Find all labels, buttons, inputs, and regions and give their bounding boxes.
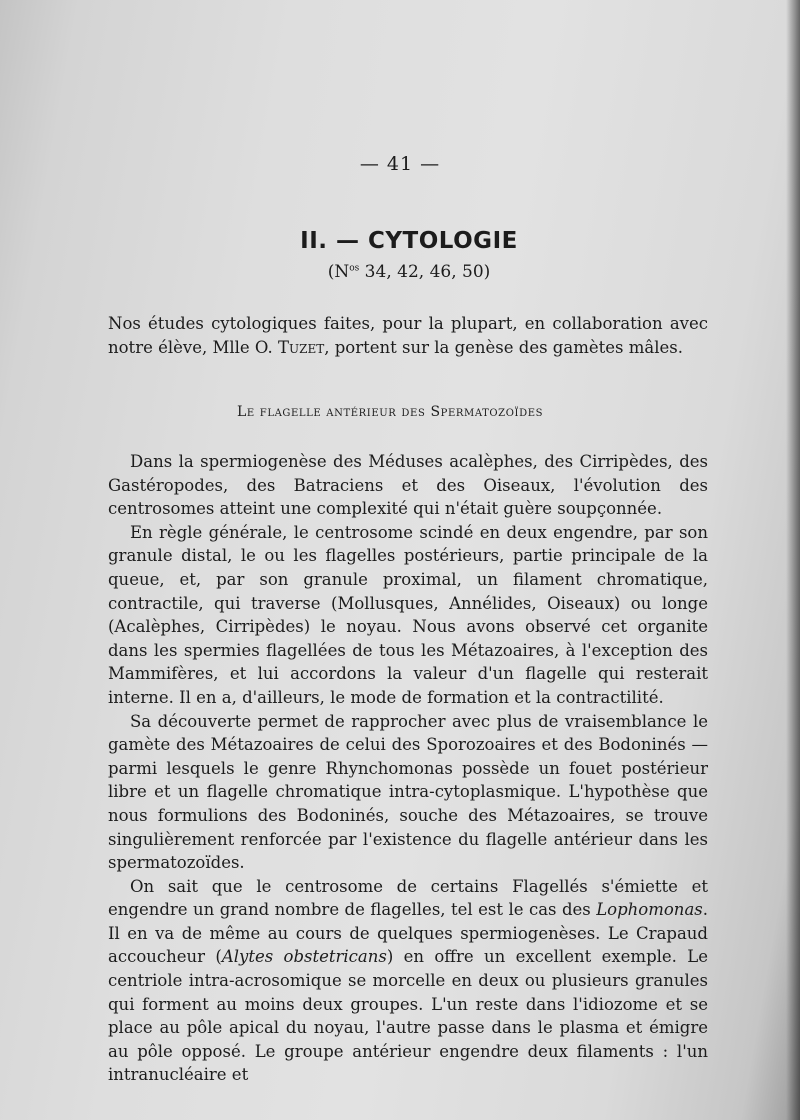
paragraph-4 (108, 875, 708, 1087)
paragraph-4-text-c: ) en offre un excellent exemple. Le centriole intra-acrosomique se morcelle en deux ou plusieurs granules qui forment au moins deux groupes. L'un reste dans l'idiozome et se place au pôle apical du noyau, l'autre passe dans le plasma et émigre au pôle opposé. Le groupe antérieur engendre deux filaments : l'un intranucléaire et (108, 947, 708, 1085)
subsection-heading: Le flagelle antérieur des Spermatozoïdes (236, 404, 544, 420)
refs-superscript: os (349, 263, 360, 274)
section-title: II. — CYTOLOGIE (300, 228, 518, 254)
paragraph-4-text-a: On sait que le centrosome de certains Flagellés s'émiette et engendre un grand nombre de flagelles, tel est le cas des (108, 876, 708, 920)
taxon-alytes: Alytes obstetricans (221, 947, 387, 967)
page-number: — 41 — (359, 153, 441, 175)
intro-text-1: Nos études cytologiques faites, pour la plupart, en collaboration avec notre élève, Mlle O. (108, 314, 708, 357)
body-text (108, 450, 708, 1087)
section-references (0, 262, 800, 282)
intro-text-2: , portent sur la genèse des gamètes mâles. (324, 337, 683, 357)
author-name: Tuzet (277, 337, 325, 357)
taxon-lophomonas: Lophomonas (596, 900, 703, 920)
paragraph-1: Dans la spermiogenèse des Méduses acalèphes, des Cirripèdes, des Gastéropodes, des Batraciens et des Oiseaux, l'évolution des centrosomes atteint une complexité qui n'était guère soupçonnée. (108, 452, 708, 519)
refs-numbers: 34, 42, 46, 50) (359, 262, 491, 282)
paragraph-3: Sa découverte permet de rapprocher avec plus de vraisemblance le gamète des Métazoaires de celui des Sporozoaires et des Bodoninés — parmi lesquels le genre Rhynchomonas possède un fouet postérieur libre et un flagelle chromatique intra-cytoplasmique. L'hypothèse que nous formulions des Bodoninés, souche des Métazoaires, se trouve singulièrement renforcée par l'existence du flagelle antérieur dans les spermatozoïdes. (108, 711, 708, 873)
paragraph-2: En règle générale, le centrosome scindé en deux engendre, par son granule distal, le ou les flagelles postérieurs, partie principale de la queue, et, par son granule proximal, un filament chromatique, contractile, qui traverse (Mollusques, Annélides, Oiseaux) ou longe (Acalèphes, Cirripèdes) le noyau. Nous avons observé cet organite dans les spermies flagellées de tous les Métazoaires, à l'exception des Mammifères, et lui accordons la valeur d'un flagelle qui resterait interne. Il en a, d'ailleurs, le mode de formation et la contractilité. (108, 522, 708, 707)
intro-paragraph (108, 312, 708, 359)
paragraph-4-text-b: . Il en va de même au cours de quelques spermiogenèses. Le Crapaud accoucheur ( (108, 900, 708, 967)
refs-prefix: (N (327, 262, 350, 282)
